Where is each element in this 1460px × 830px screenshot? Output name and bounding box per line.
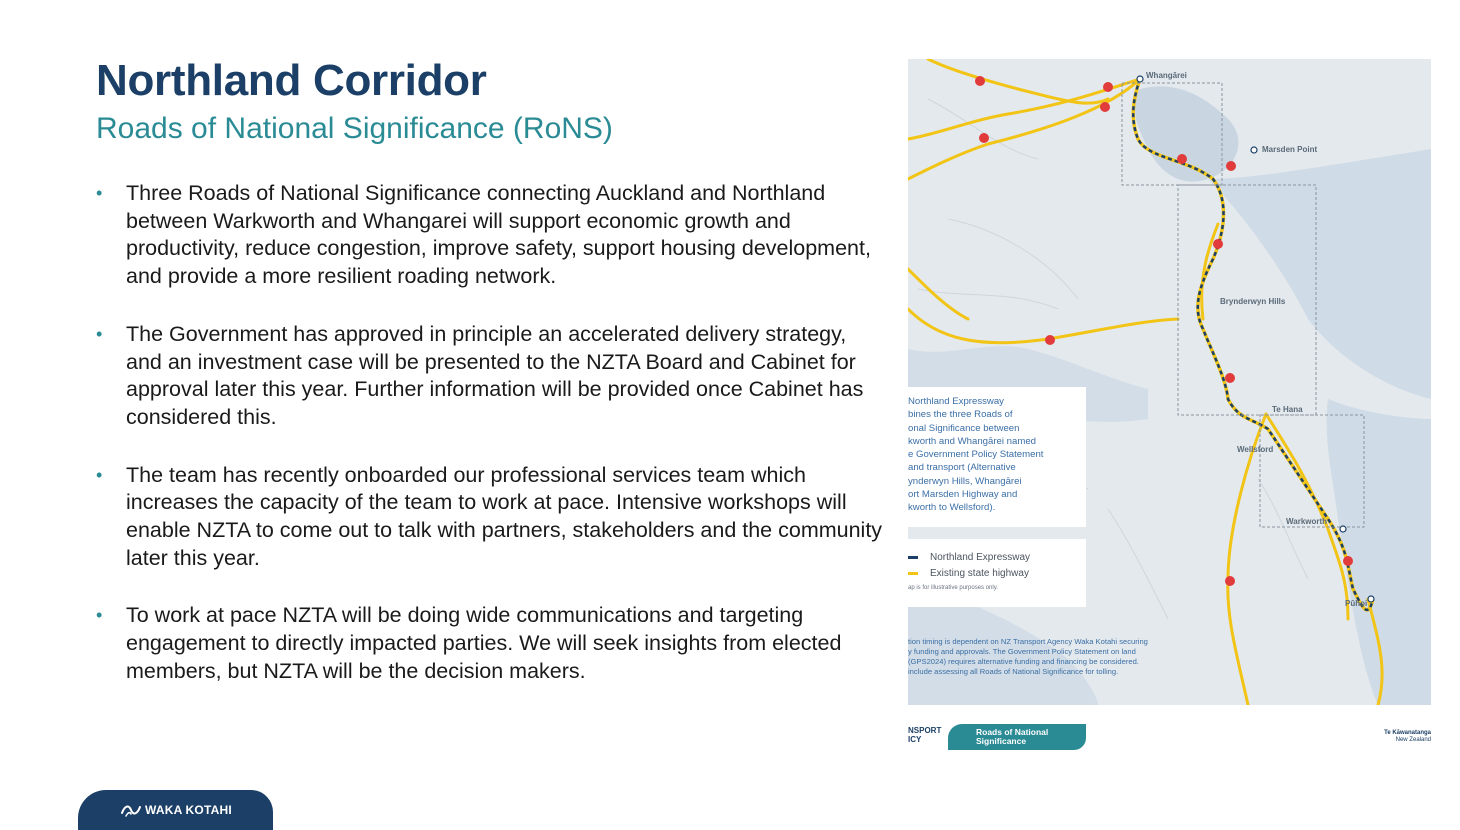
agency-line: NSPORT	[908, 726, 942, 735]
nz-government-text	[1384, 730, 1431, 744]
info-line: ynderwyn Hills, Whangārei	[908, 475, 1022, 487]
rons-badge-line: Significance	[976, 736, 1027, 746]
map-info-box	[908, 387, 1086, 527]
info-line: kworth and Whangārei named	[908, 435, 1036, 447]
info-line: e Government Policy Statement	[908, 449, 1044, 461]
nz-line: Te Kāwanatanga	[1384, 730, 1431, 736]
footnote-line: tion timing is dependent on NZ Transport Agency Waka Kotahi securing	[908, 637, 1148, 646]
bullet-item: • Three Roads of National Significance connecting Auckland and Northland between Warkworth and Whangarei will support economic growth and productivity, reduce congestion, improve safety, support housing development, and provide a more resilient roading network.	[96, 180, 886, 291]
place-label-puhoi: Pūhoi	[1345, 599, 1368, 608]
place-label-whangarei: Whangārei	[1146, 71, 1187, 80]
place-label-te-hana: Te Hana	[1272, 405, 1303, 414]
agency-text	[908, 726, 941, 744]
place-label-brynderwyn-hills: Brynderwyn Hills	[1220, 297, 1286, 306]
legend-label: Existing state highway	[930, 567, 1029, 579]
expressway-swatch-icon	[908, 556, 918, 559]
map-legend	[908, 539, 1086, 607]
nz-line: New Zealand	[1395, 737, 1431, 743]
map-footer	[908, 722, 1431, 750]
bullet-item: • To work at pace NZTA will be doing wide communications and targeting engagement to directly impacted parties. We will seek insights from elected members, but NZTA will be the decision makers.	[96, 602, 886, 685]
map-graphic	[908, 59, 1431, 705]
place-label-marsden-point: Marsden Point	[1262, 145, 1318, 154]
legend-item-state-highway	[908, 565, 1086, 581]
agency-line: ICY	[908, 735, 922, 744]
legend-item-expressway	[908, 549, 1086, 565]
legend-note: ap is for illustrative purposes only.	[908, 585, 998, 591]
footnote-line: (GPS2024) requires alternative funding and financing be considered.	[908, 657, 1139, 666]
rons-badge	[948, 724, 1086, 750]
legend-label: Northland Expressway	[930, 551, 1031, 563]
rons-badge-line: Roads of National	[976, 726, 1049, 737]
logo-text: WAKA KOTAHI	[145, 803, 232, 817]
waka-kotahi-logo	[78, 790, 273, 830]
state-highway-swatch-icon	[908, 572, 918, 575]
footnote-line: y funding and approvals. The Government Policy Statement on land	[908, 647, 1136, 656]
info-line: Northland Expressway	[908, 396, 1004, 407]
place-label-warkworth: Warkworth	[1286, 517, 1328, 526]
waka-kotahi-wave-icon	[120, 802, 142, 818]
map-footnote	[908, 637, 1218, 677]
slide-subtitle: Roads of National Significance (RoNS)	[96, 112, 613, 145]
bullet-item: • The Government has approved in principle an accelerated delivery strategy, and an investment case will be presented to the NZTA Board and Cabinet for approval later this year. Further information will be provided once Cabinet has considered this.	[96, 321, 886, 432]
footnote-line: include assessing all Roads of National Significance for tolling.	[908, 667, 1119, 676]
info-line: bines the three Roads of	[908, 409, 1013, 421]
info-line: and transport (Alternative	[908, 462, 1016, 474]
place-label-wellsford: Wellsford	[1237, 445, 1274, 454]
slide-title: Northland Corridor	[96, 56, 487, 105]
info-line: kworth to Wellsford).	[908, 502, 996, 514]
bullet-item: • The team has recently onboarded our professional services team which increases the capacity of the team to work at pace. Intensive workshops will enable NZTA to come out to talk with partners, stakeholders and the community later this year.	[96, 462, 886, 573]
corridor-map	[908, 59, 1431, 705]
info-line: ort Marsden Highway and	[908, 489, 1018, 501]
info-line: onal Significance between	[908, 422, 1020, 434]
bullet-list	[96, 180, 886, 716]
